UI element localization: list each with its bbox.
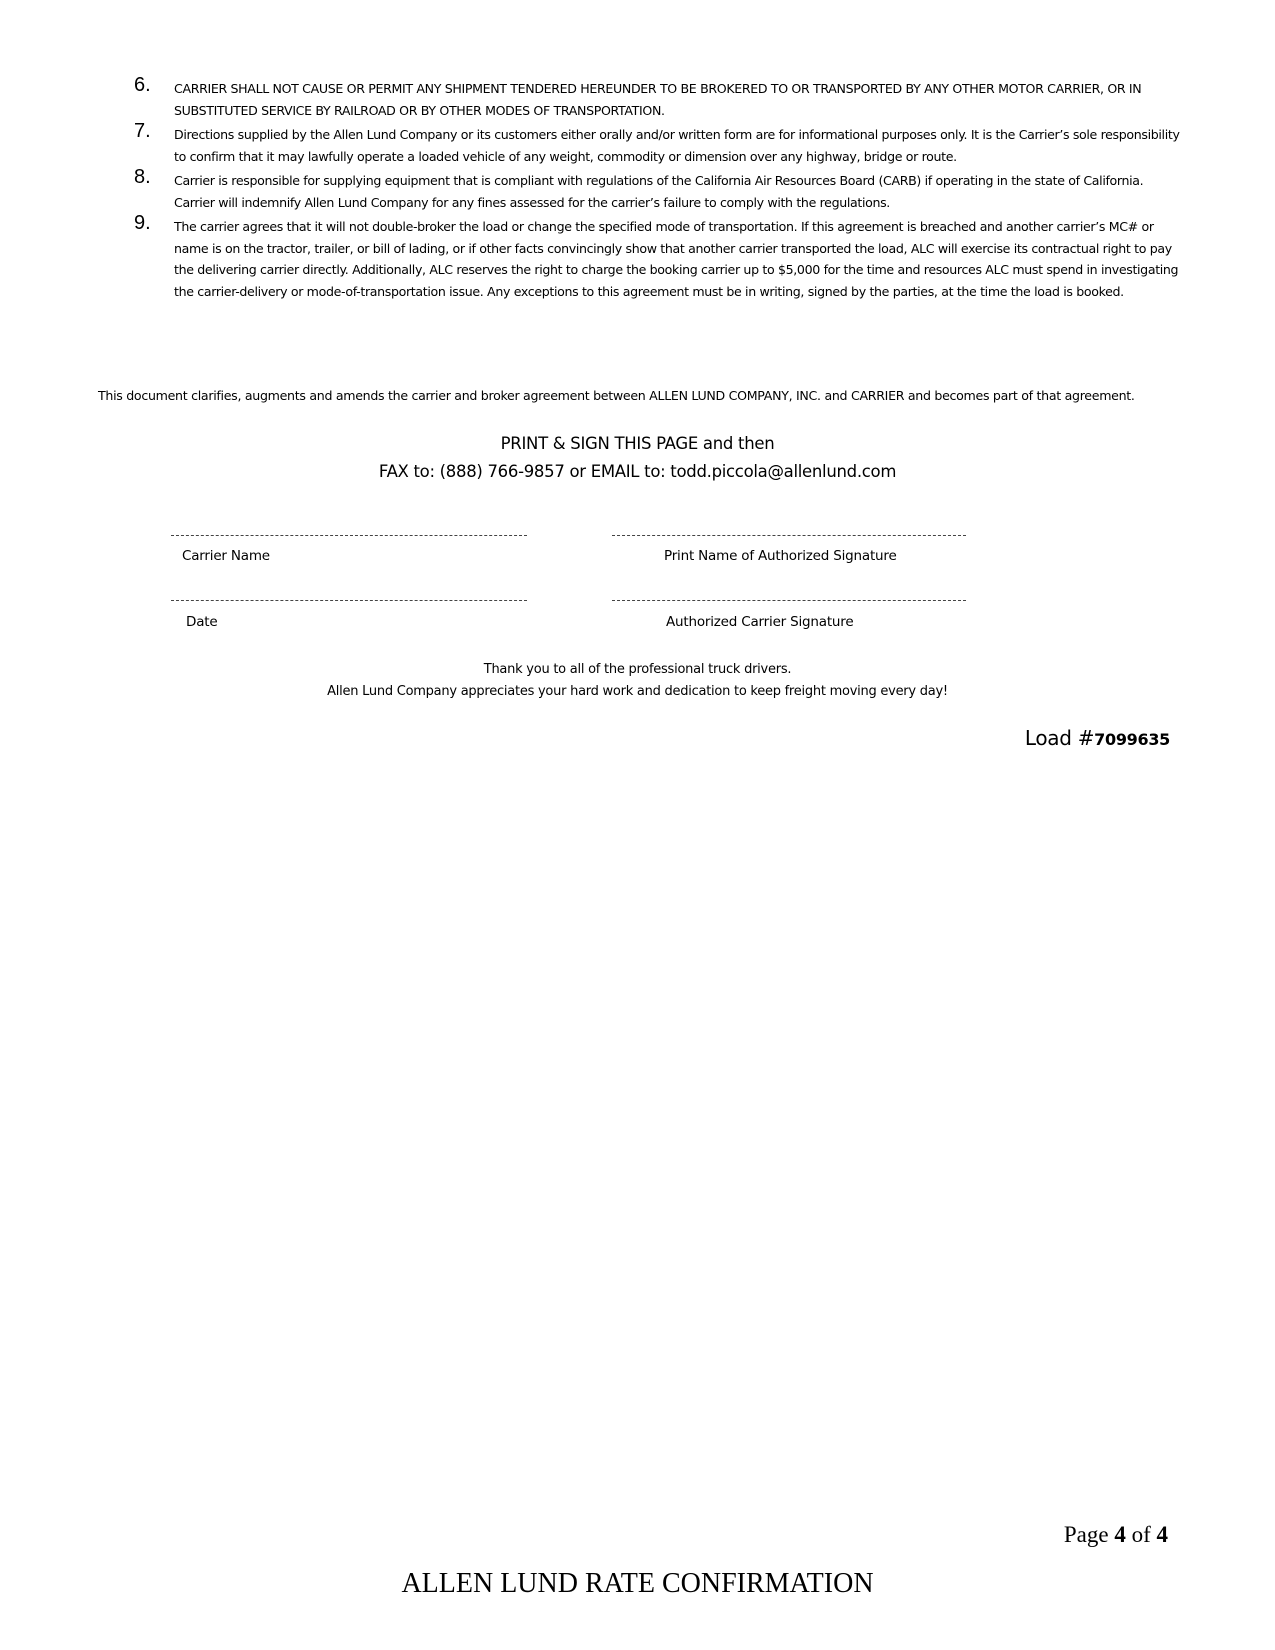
term-text: The carrier agrees that it will not double-broker the load or change the specified mode of transportation. If this agreement is breached and another carrier’s MC# or name is on the tractor, trailer, or bill of lading, or if other facts convincingly show that another carrier transported the load, ALC will exercise its contractual right to pay the delivering carrier directly. Additionally, ALC reserves the right to charge the booking carrier up to $5,000 for the time and resources ALC must spend in investigating the carrier-delivery or mode-of-transportation issue. Any exceptions to this agreement must be in writing, signed by the parties, at the time the load is booked. [174,219,1179,299]
thanks-line-1: Thank you to all of the professional truck drivers. [483,662,792,677]
load-number-value: 7099635 [1094,730,1170,749]
page-indicator [1064,1522,1168,1548]
term-item [130,212,1180,302]
term-text: Directions supplied by the Allen Lund Company or its customers either orally and/or written form are for informational purposes only. It is the Carrier’s sole responsibility to confirm that it may lawfully operate a loaded vehicle of any weight, commodity or dimension over any highway, bridge or route. [174,127,1180,164]
carrier-name-label: Carrier Name [182,548,270,564]
term-item [130,120,1180,167]
page-total: 4 [1156,1522,1168,1547]
authorized-signature-line[interactable] [612,600,966,601]
terms-list [130,74,1180,305]
thank-you-message [0,659,1275,703]
thanks-line-2: Allen Lund Company appreciates your hard work and dedication to keep freight moving every day! [327,684,948,699]
term-number: 9. [134,212,151,234]
instructions-line-2: FAX to: (888) 766-9857 or EMAIL to: todd.piccola@allenlund.com [378,461,897,481]
term-text: Carrier is responsible for supplying equipment that is compliant with regulations of the California Air Resources Board (CARB) if operating in the state of California. Carrier will indemnify Allen Lund Company for any fines assessed for the carrier’s failure to comply with the regulations. [174,173,1144,210]
term-number: 6. [134,74,151,96]
term-text: CARRIER SHALL NOT CAUSE OR PERMIT ANY SHIPMENT TENDERED HEREUNDER TO BE BROKERED TO OR TRANSPORTED BY ANY OTHER MOTOR CARRIER, OR IN SUBSTITUTED SERVICE BY RAILROAD OR BY OTHER MODES OF TRANSPORTATION. [174,81,1142,118]
term-item [130,74,1180,121]
print-name-label: Print Name of Authorized Signature [664,548,897,564]
page-of: of [1125,1522,1157,1547]
date-label: Date [186,614,218,630]
page-current: 4 [1114,1522,1126,1547]
load-label: Load # [1024,726,1095,750]
agreement-clarification: This document clarifies, augments and amends the carrier and broker agreement between ALLEN LUND COMPANY, INC. and CARRIER and becomes part of that agreement. [98,388,1135,403]
print-name-line[interactable] [612,535,966,536]
instructions-line-1: PRINT & SIGN THIS PAGE and then [500,434,775,453]
document-footer-title: ALLEN LUND RATE CONFIRMATION [401,1568,874,1599]
term-number: 7. [134,120,151,142]
load-number [1025,726,1170,750]
fax-email-instructions [0,430,1275,485]
authorized-signature-label: Authorized Carrier Signature [666,614,854,630]
carrier-name-line[interactable] [171,535,527,536]
date-line[interactable] [171,600,527,601]
term-number: 8. [134,166,151,188]
term-item [130,166,1180,213]
page-prefix: Page [1063,1522,1115,1547]
